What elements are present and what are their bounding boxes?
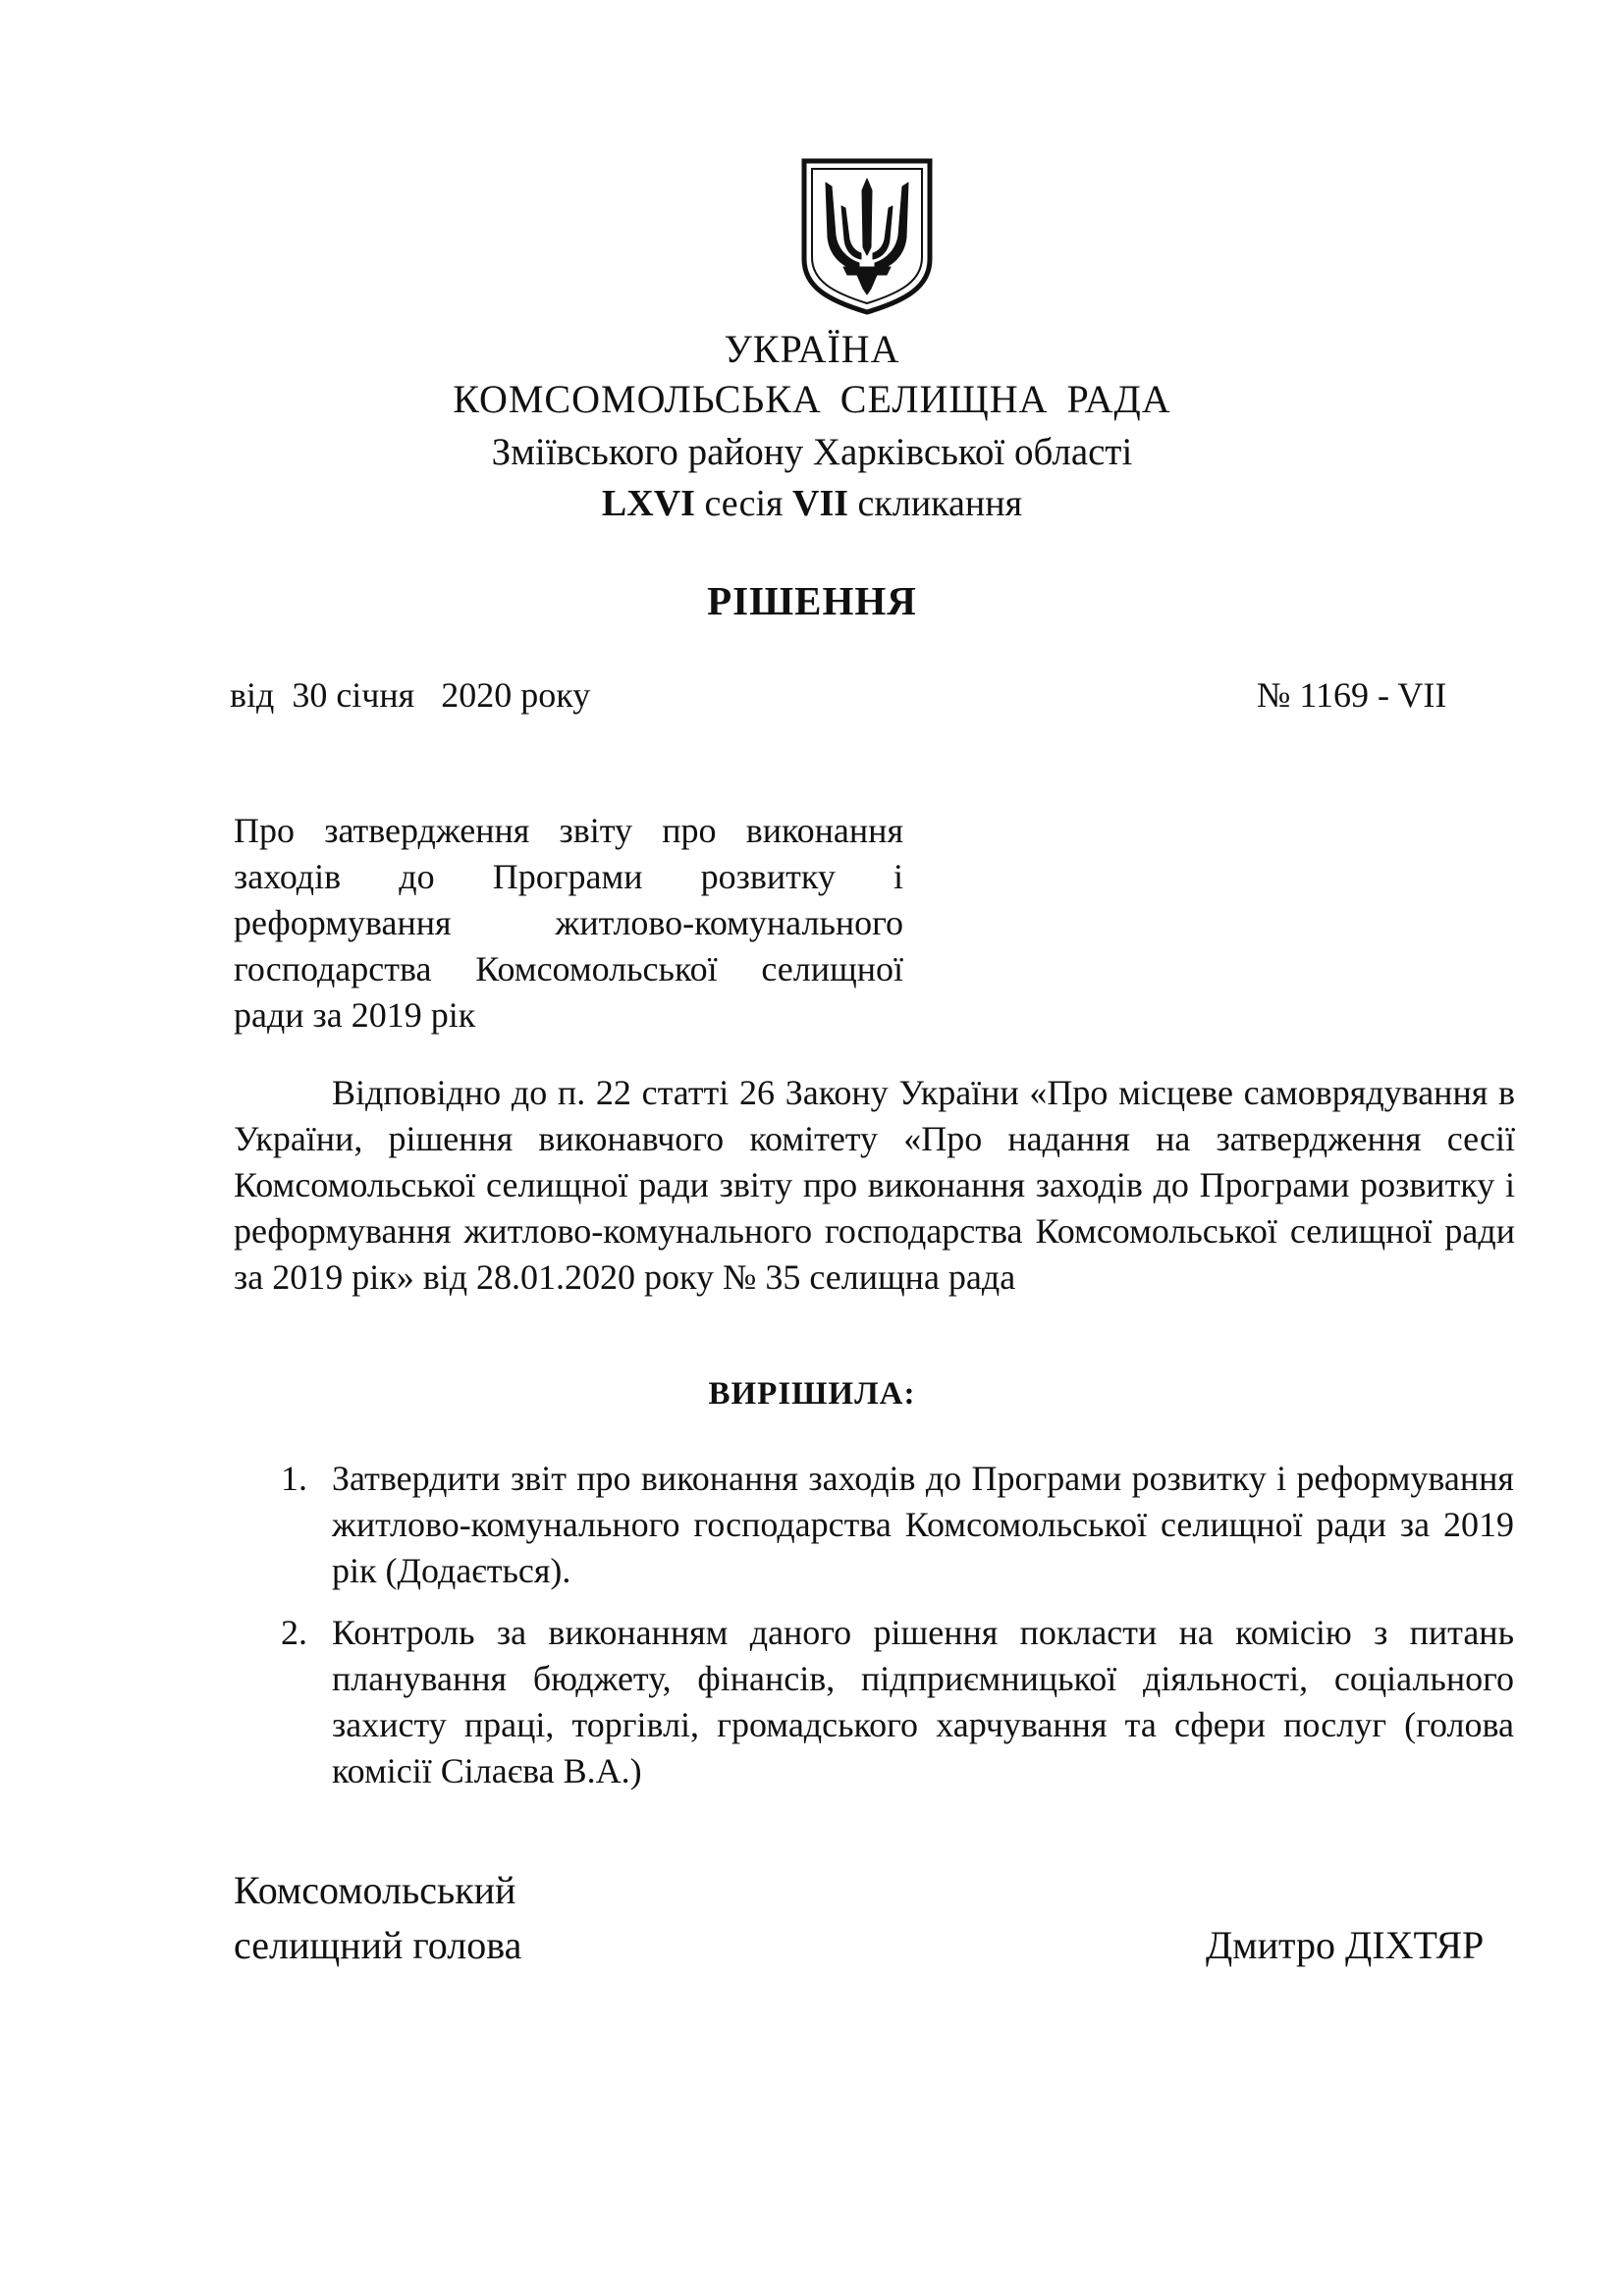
document-subject: Про затвердження звіту про виконання заходів до Програми розвитку і реформування житлово-комунального господарства Комсомольської селищної ради за 2019 рік xyxy=(234,811,903,1035)
signatory-name: Дмитро ДІХТЯР xyxy=(1206,1923,1485,1967)
header-country: УКРАЇНА xyxy=(724,327,900,371)
document-number: № 1169 - VII xyxy=(1257,675,1447,715)
decided-heading: ВИРІШИЛА: xyxy=(708,1376,916,1412)
session-number: LXVI xyxy=(601,483,695,524)
decision-item-number: 2. xyxy=(281,1613,307,1652)
decision-item-text: Контроль за виконанням даного рішення покласти на комісію з питань планування бюджету, фінансів, підприємницької діяльності, соціального захисту праці, торгівлі, громадського харчування та сфери послуг (голова комісії Сілаєва В.А.) xyxy=(332,1613,1514,1790)
convocation-number: VII xyxy=(792,483,849,524)
decision-item-text: Затвердити звіт про виконання заходів до Програми розвитку і реформування житлово-комунального господарства Комсомольської селищної ради за 2019 рік (Додається). xyxy=(332,1459,1514,1590)
decision-item xyxy=(281,1610,1514,1794)
header-district: Зміївського району Харківської області xyxy=(491,431,1133,473)
decision-item xyxy=(281,1456,1514,1594)
session-word: сесія xyxy=(704,483,784,524)
signatory-position-line1: Комсомольський xyxy=(234,1868,516,1912)
header-council: КОМСОМОЛЬСЬКА СЕЛИЩНА РАДА xyxy=(453,377,1171,421)
header-session xyxy=(0,481,1624,526)
decision-item-number: 1. xyxy=(281,1459,307,1498)
signatory-position-line2: селищний голова xyxy=(234,1923,522,1967)
trident-icon-graphic xyxy=(798,157,936,316)
document-title: РІШЕННЯ xyxy=(707,578,917,623)
document-preamble: Відповідно до п. 22 статті 26 Закону України «Про місцеве самоврядування в України, рішення виконавчого комітету «Про надання на затвердження сесії Комсомольської селищної ради звіту про виконання заходів до Програми розвитку і реформування житлово-комунального господарства Комсомольської селищної ради за 2019 рік» від 28.01.2020 року № 35 селищна рада xyxy=(234,1073,1515,1297)
document-date: від 30 січня 2020 року xyxy=(230,675,591,715)
signatory-position xyxy=(234,1863,521,1973)
convocation-word: скликання xyxy=(857,483,1023,524)
trident-coat-of-arms-icon xyxy=(798,157,936,316)
